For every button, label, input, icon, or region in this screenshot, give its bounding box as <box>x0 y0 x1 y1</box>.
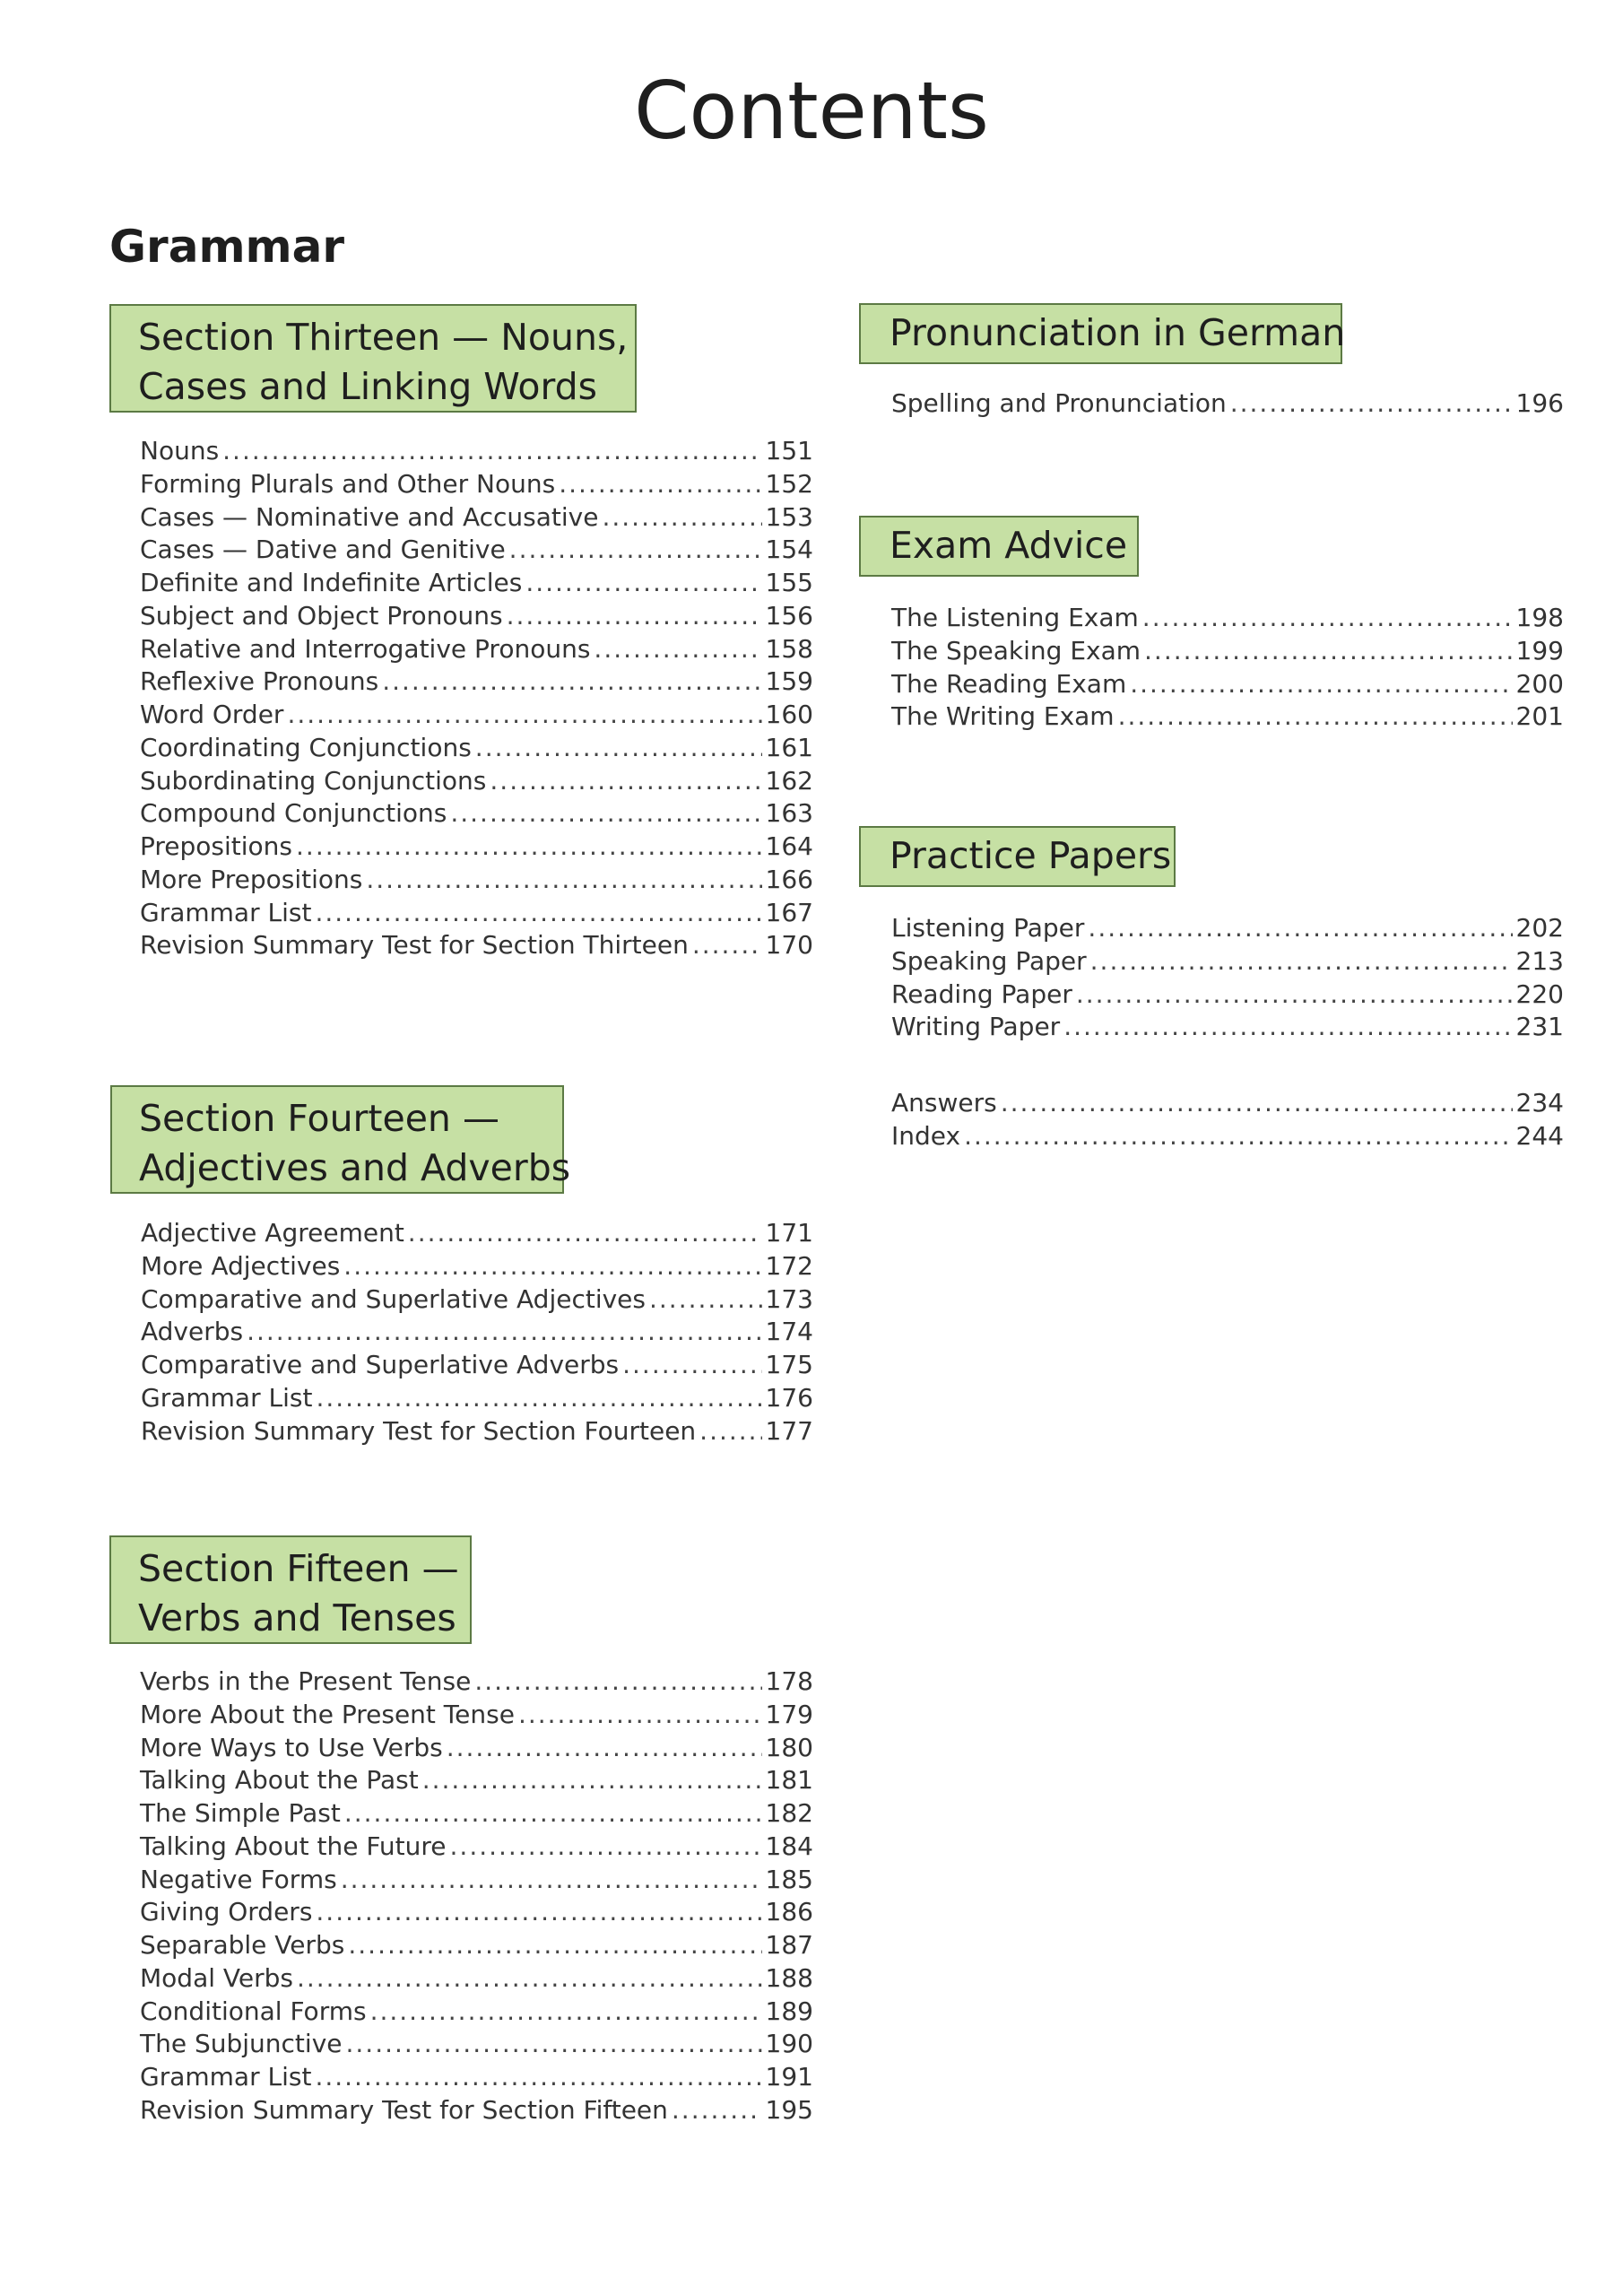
toc-entry[interactable] <box>140 699 813 732</box>
section-heading-exam <box>859 516 1139 577</box>
toc-entry[interactable] <box>140 534 813 567</box>
dot-leader <box>672 2094 762 2127</box>
toc-entry-title: Talking About the Past <box>140 1765 419 1796</box>
toc-entry[interactable] <box>140 1831 813 1864</box>
dot-leader <box>408 1217 762 1250</box>
toc-entry-page: 158 <box>765 633 813 664</box>
dot-leader <box>475 732 762 765</box>
toc-list-practice <box>891 912 1564 1044</box>
toc-entry[interactable] <box>891 1087 1564 1120</box>
toc-entry-title: Verbs in the Present Tense <box>140 1666 472 1696</box>
toc-entry-page: 156 <box>765 600 813 631</box>
toc-entry[interactable] <box>140 1996 813 2029</box>
toc-entry[interactable] <box>891 668 1564 701</box>
toc-entry-title: Nouns <box>140 436 220 465</box>
dot-leader <box>315 897 761 930</box>
toc-entry[interactable] <box>140 633 813 666</box>
dot-leader <box>1001 1087 1513 1120</box>
toc-entry-title: Writing Paper <box>891 1012 1061 1042</box>
toc-entry-page: 161 <box>765 732 813 762</box>
toc-entry[interactable] <box>140 797 813 831</box>
dot-leader <box>1142 602 1513 635</box>
toc-entry[interactable] <box>141 1250 813 1283</box>
toc-entry[interactable] <box>140 1665 813 1699</box>
section-heading-line: Section Thirteen — Nouns, <box>138 316 629 359</box>
section-heading-adjectives <box>110 1085 571 1194</box>
toc-entry-page: 190 <box>765 2029 813 2059</box>
toc-entry-page: 154 <box>765 535 813 565</box>
toc-entry-title: The Simple Past <box>140 1798 341 1828</box>
toc-entry-page: 163 <box>765 798 813 829</box>
toc-entry-page: 202 <box>1515 913 1564 943</box>
toc-entry-page: 213 <box>1515 945 1564 976</box>
dot-leader <box>964 1120 1512 1153</box>
toc-entry-page: 175 <box>765 1350 813 1379</box>
toc-entry-title: Listening Paper <box>891 913 1085 943</box>
toc-entry[interactable] <box>891 700 1564 734</box>
dot-leader <box>344 1797 762 1831</box>
toc-entry-page: 160 <box>765 700 813 729</box>
toc-entry-page: 179 <box>765 1699 813 1729</box>
dot-leader <box>447 1732 762 1765</box>
toc-entry-page: 155 <box>765 568 813 597</box>
toc-entry-page: 166 <box>765 864 813 894</box>
toc-entry-title: More Adjectives <box>141 1250 341 1281</box>
dot-leader <box>222 435 761 468</box>
toc-entry[interactable] <box>141 1349 813 1382</box>
toc-list-back-matter <box>891 1087 1564 1153</box>
toc-entry-title: Reading Paper <box>891 978 1072 1009</box>
toc-entry[interactable] <box>140 897 813 930</box>
toc-entry-title: The Listening Exam <box>891 603 1139 632</box>
toc-entry[interactable] <box>140 1699 813 1732</box>
toc-entry-title: More About the Present Tense <box>140 1699 515 1729</box>
toc-entry[interactable] <box>140 864 813 897</box>
section-heading-line: Pronunciation in German <box>890 311 1346 354</box>
toc-entry[interactable] <box>140 1732 813 1765</box>
toc-entry[interactable] <box>140 1962 813 1996</box>
toc-entry-title: Comparative and Superlative Adjectives <box>141 1283 646 1314</box>
toc-entry[interactable] <box>140 567 813 600</box>
toc-entry-page: 184 <box>765 1831 813 1861</box>
toc-entry-title: The Subjunctive <box>140 2029 343 2059</box>
toc-entry-title: The Speaking Exam <box>891 635 1141 665</box>
dot-leader <box>509 534 762 567</box>
dot-leader <box>474 1665 761 1699</box>
toc-entry-title: Grammar List <box>141 1382 313 1413</box>
dot-leader <box>341 1864 762 1897</box>
toc-entry[interactable] <box>140 468 813 501</box>
section-heading-line: Section Fourteen — <box>139 1097 499 1140</box>
toc-entry-title: Revision Summary Test for Section Fifteen <box>140 2094 668 2125</box>
dot-leader <box>1144 635 1513 668</box>
toc-entry[interactable] <box>140 2061 813 2094</box>
toc-list-exam <box>891 602 1564 734</box>
dot-leader <box>1088 912 1512 945</box>
toc-entry[interactable] <box>141 1217 813 1250</box>
toc-entry-page: 189 <box>765 1996 813 2026</box>
toc-entry-page: 231 <box>1515 1012 1564 1042</box>
dot-leader <box>370 1996 762 2029</box>
dot-leader <box>602 501 761 535</box>
toc-entry-page: 185 <box>765 1864 813 1894</box>
toc-list-verbs <box>140 1665 813 2127</box>
toc-entry-page: 181 <box>765 1765 813 1796</box>
toc-entry[interactable] <box>140 765 813 798</box>
toc-entry-page: 153 <box>765 501 813 532</box>
toc-entry-title: Speaking Paper <box>891 945 1087 976</box>
dot-leader <box>422 1764 762 1797</box>
dot-leader <box>1063 1011 1512 1044</box>
section-heading-nouns <box>109 304 637 413</box>
toc-entry-title: Revision Summary Test for Section Thirteen <box>140 930 689 961</box>
dot-leader <box>316 1382 761 1415</box>
toc-entry-title: Modal Verbs <box>140 1962 293 1993</box>
dot-leader <box>450 1831 762 1864</box>
toc-entry-title: Cases — Nominative and Accusative <box>140 501 599 532</box>
dot-leader <box>699 1415 761 1448</box>
dot-leader <box>1118 700 1513 734</box>
toc-entry-page: 188 <box>765 1962 813 1993</box>
dot-leader <box>518 1699 762 1732</box>
toc-entry-page: 173 <box>765 1283 813 1314</box>
toc-entry[interactable] <box>140 732 813 765</box>
toc-entry-title: Conditional Forms <box>140 1996 367 2026</box>
toc-list-adjectives <box>141 1217 813 1448</box>
toc-entry[interactable] <box>891 602 1564 635</box>
toc-entry-page: 151 <box>765 436 813 465</box>
toc-entry-page: 171 <box>765 1218 813 1248</box>
toc-entry-title: Relative and Interrogative Pronouns <box>140 633 591 664</box>
dot-leader <box>490 765 761 798</box>
toc-entry-title: Comparative and Superlative Adverbs <box>141 1350 620 1379</box>
toc-entry-page: 178 <box>765 1666 813 1696</box>
toc-entry[interactable] <box>891 912 1564 945</box>
toc-list-pronunciation <box>891 387 1564 421</box>
toc-entry-title: Separable Verbs <box>140 1930 345 1960</box>
toc-entry-page: 195 <box>765 2094 813 2125</box>
toc-entry[interactable] <box>891 387 1564 421</box>
toc-entry-title: Prepositions <box>140 831 293 861</box>
toc-entry-title: Spelling and Pronunciation <box>891 388 1227 418</box>
dot-leader <box>315 2061 761 2094</box>
grammar-heading: Grammar <box>109 221 345 273</box>
dot-leader <box>1090 945 1513 978</box>
toc-entry-page: 200 <box>1515 668 1564 699</box>
toc-entry[interactable] <box>140 1896 813 1929</box>
toc-entry-page: 174 <box>765 1317 813 1347</box>
toc-entry[interactable] <box>140 2028 813 2061</box>
toc-entry[interactable] <box>140 831 813 864</box>
toc-entry-title: Subject and Object Pronouns <box>140 600 503 631</box>
toc-entry-title: Forming Plurals and Other Nouns <box>140 468 556 499</box>
toc-entry[interactable] <box>141 1415 813 1448</box>
toc-entry-page: 220 <box>1515 978 1564 1009</box>
toc-list-nouns <box>140 435 813 962</box>
dot-leader <box>622 1349 761 1382</box>
toc-entry[interactable] <box>891 1011 1564 1044</box>
dot-leader <box>348 1929 761 1962</box>
dot-leader <box>649 1283 762 1317</box>
toc-entry[interactable] <box>891 635 1564 668</box>
dot-leader <box>507 600 762 633</box>
toc-entry-page: 162 <box>765 765 813 796</box>
dot-leader <box>366 864 761 897</box>
toc-entry-page: 198 <box>1515 603 1564 632</box>
dot-leader <box>247 1316 761 1349</box>
section-heading-line: Adjectives and Adverbs <box>139 1146 571 1189</box>
toc-entry-title: Grammar List <box>140 2062 312 2092</box>
toc-entry[interactable] <box>140 1764 813 1797</box>
section-heading-line: Cases and Linking Words <box>138 365 598 408</box>
toc-entry-page: 201 <box>1515 701 1564 732</box>
toc-entry-title: Coordinating Conjunctions <box>140 732 472 762</box>
toc-entry-title: Reflexive Pronouns <box>140 666 379 697</box>
toc-entry-title: Compound Conjunctions <box>140 798 447 829</box>
toc-entry-page: 167 <box>765 897 813 927</box>
toc-entry[interactable] <box>891 945 1564 978</box>
toc-entry-title: Giving Orders <box>140 1897 313 1927</box>
toc-entry[interactable] <box>141 1316 813 1349</box>
toc-entry-title: Index <box>891 1120 961 1151</box>
toc-entry-title: The Reading Exam <box>891 668 1127 699</box>
toc-entry-title: More Ways to Use Verbs <box>140 1732 443 1762</box>
dot-leader <box>1130 668 1512 701</box>
toc-entry-title: Cases — Dative and Genitive <box>140 535 506 565</box>
toc-entry[interactable] <box>140 1929 813 1962</box>
toc-entry-page: 244 <box>1515 1120 1564 1151</box>
toc-entry-title: Grammar List <box>140 897 312 927</box>
toc-entry-page: 164 <box>765 831 813 861</box>
toc-entry-page: 186 <box>765 1897 813 1927</box>
toc-entry-page: 199 <box>1515 635 1564 665</box>
toc-entry[interactable] <box>140 1797 813 1831</box>
toc-entry[interactable] <box>891 1120 1564 1153</box>
toc-entry[interactable] <box>140 600 813 633</box>
page-title: Contents <box>634 65 989 157</box>
toc-entry-title: More Prepositions <box>140 864 363 894</box>
dot-leader <box>559 468 761 501</box>
toc-entry-title: Subordinating Conjunctions <box>140 765 487 796</box>
toc-entry-title: Revision Summary Test for Section Fourteen <box>141 1415 697 1446</box>
toc-entry-page: 170 <box>765 930 813 961</box>
dot-leader <box>343 1250 761 1283</box>
dot-leader <box>316 1896 761 1929</box>
dot-leader <box>692 929 762 962</box>
toc-entry-page: 182 <box>765 1798 813 1828</box>
section-heading-pronunciation <box>859 303 1346 364</box>
dot-leader <box>450 797 761 831</box>
section-heading-verbs <box>109 1535 472 1644</box>
dot-leader <box>594 633 761 666</box>
dot-leader <box>346 2028 762 2061</box>
toc-entry-page: 176 <box>765 1382 813 1413</box>
toc-entry-page: 180 <box>765 1732 813 1762</box>
toc-entry[interactable] <box>140 435 813 468</box>
toc-entry-title: Answers <box>891 1088 997 1118</box>
toc-entry-page: 152 <box>765 468 813 499</box>
toc-entry-page: 159 <box>765 666 813 697</box>
toc-entry-title: Adverbs <box>141 1317 244 1347</box>
toc-entry[interactable] <box>891 978 1564 1012</box>
toc-entry-title: Word Order <box>140 700 284 729</box>
toc-entry-title: Talking About the Future <box>140 1831 447 1861</box>
toc-entry-page: 196 <box>1515 388 1564 418</box>
dot-leader <box>296 831 762 864</box>
toc-entry[interactable] <box>140 929 813 962</box>
dot-leader <box>287 699 761 732</box>
section-heading-line: Exam Advice <box>890 524 1128 567</box>
toc-entry[interactable] <box>140 665 813 699</box>
toc-entry-title: Negative Forms <box>140 1864 337 1894</box>
toc-entry[interactable] <box>141 1382 813 1415</box>
toc-entry-title: The Writing Exam <box>891 701 1115 732</box>
section-heading-line: Verbs and Tenses <box>138 1596 456 1639</box>
toc-entry-title: Adjective Agreement <box>141 1218 404 1248</box>
toc-entry-page: 187 <box>765 1930 813 1960</box>
section-heading-practice <box>859 826 1176 887</box>
section-heading-line: Section Fifteen — <box>138 1547 459 1590</box>
dot-leader <box>525 567 761 600</box>
toc-entry-page: 234 <box>1515 1088 1564 1118</box>
section-heading-line: Practice Papers <box>890 834 1172 877</box>
toc-entry-page: 172 <box>765 1250 813 1281</box>
dot-leader <box>297 1962 762 1996</box>
toc-entry-title: Definite and Indefinite Articles <box>140 568 523 597</box>
toc-entry-page: 177 <box>765 1415 813 1446</box>
toc-entry[interactable] <box>141 1283 813 1317</box>
dot-leader <box>382 665 761 699</box>
toc-entry[interactable] <box>140 1864 813 1897</box>
toc-entry-page: 191 <box>765 2062 813 2092</box>
dot-leader <box>1076 978 1513 1012</box>
toc-entry[interactable] <box>140 501 813 535</box>
toc-entry[interactable] <box>140 2094 813 2127</box>
dot-leader <box>1230 387 1513 421</box>
